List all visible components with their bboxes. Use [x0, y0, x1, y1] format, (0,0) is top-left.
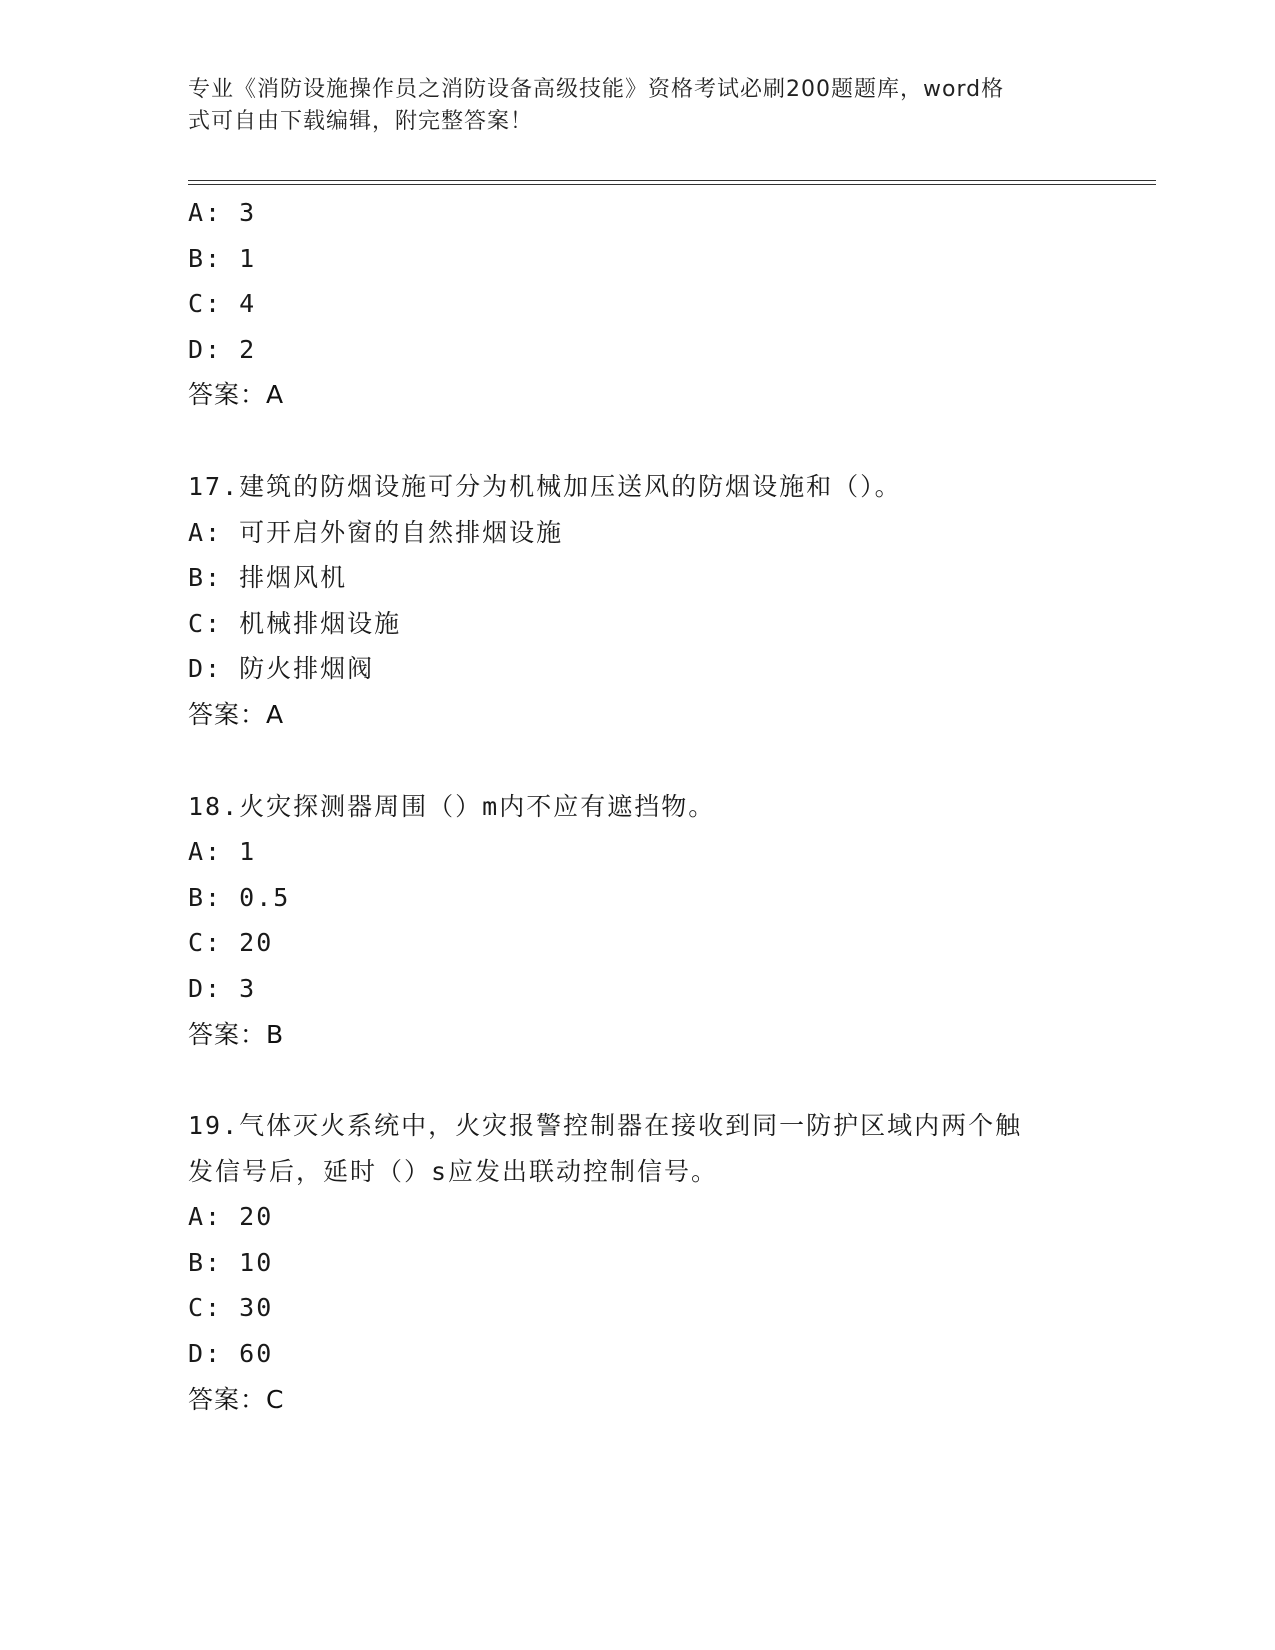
answer-line: 答案：C	[188, 1384, 285, 1414]
option-c: C: 20	[188, 928, 274, 958]
answer-line: 答案：A	[188, 699, 285, 729]
header-divider-bottom	[188, 184, 1156, 185]
header-line-1: 专业《消防设施操作员之消防设备高级技能》资格考试必刷200题题库，word格	[188, 77, 1005, 102]
option-c: C: 30	[188, 1293, 274, 1323]
option-b: B: 排烟风机	[188, 563, 348, 593]
question-block-16	[188, 190, 1088, 418]
question-stem: 17.建筑的防烟设施可分为机械加压送风的防烟设施和（）。	[188, 471, 902, 501]
document-header	[188, 74, 1068, 138]
option-a: A: 可开启外窗的自然排烟设施	[188, 517, 564, 547]
question-stem-line-1: 19.气体灭火系统中，火灾报警控制器在接收到同一防护区域内两个触	[188, 1111, 1023, 1141]
option-b: B: 0.5	[188, 882, 291, 912]
option-d: D: 3	[188, 973, 257, 1003]
question-stem: 18.火灾探测器周围（）m内不应有遮挡物。	[188, 791, 716, 821]
option-c: C: 机械排烟设施	[188, 608, 402, 638]
spacer	[188, 418, 1088, 464]
question-block-19	[188, 1103, 1088, 1422]
header-line-2: 式可自由下载编辑，附完整答案！	[188, 109, 534, 134]
question-block-17	[188, 464, 1088, 738]
question-stem-line-2: 发信号后，延时（）s应发出联动控制信号。	[188, 1156, 719, 1186]
option-a: A: 3	[188, 198, 257, 227]
option-b: B: 1	[188, 243, 257, 273]
option-a: A: 1	[188, 837, 257, 867]
spacer	[188, 1057, 1088, 1103]
question-list	[188, 190, 1088, 1422]
header-divider-top	[188, 180, 1156, 181]
option-d: D: 2	[188, 334, 257, 364]
answer-line: 答案：B	[188, 1019, 285, 1049]
question-block-18	[188, 784, 1088, 1058]
answer-line: 答案：A	[188, 380, 285, 410]
option-d: D: 60	[188, 1339, 274, 1369]
spacer	[188, 738, 1088, 784]
option-c: C: 4	[188, 289, 257, 319]
option-b: B: 10	[188, 1247, 274, 1277]
option-d: D: 防火排烟阀	[188, 654, 375, 684]
option-a: A: 20	[188, 1202, 274, 1232]
